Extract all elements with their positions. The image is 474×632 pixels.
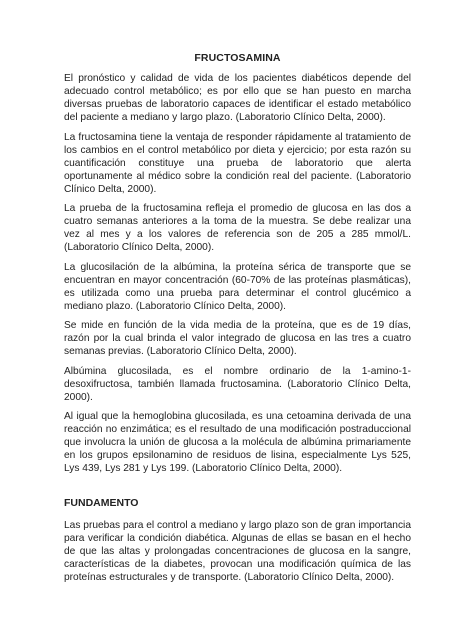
paragraph: La prueba de la fructosamina refleja el promedio de glucosa en las dos a cuatro semanas anteriores a la toma de la muestra. Se debe realizar una vez al mes y a los valores de referencia son de 205 a 285 mmol/L. (Laboratorio Clínico Delta, 2000). (64, 203, 411, 253)
section-heading: FUNDAMENTO (64, 496, 139, 509)
document-title: FRUCTOSAMINA (194, 52, 281, 64)
paragraph: La fructosamina tiene la ventaja de responder rápidamente al tratamiento de los cambios en el control metabólico por dieta y ejercicio; por esta razón su cuantificación constituye una prueba de laboratorio que alerta oportunamente al médico sobre la condición real del paciente. (Laboratorio Clínico Delta, 2000). (64, 131, 411, 195)
paragraph: Al igual que la hemoglobina glucosilada, es una cetoamina derivada de una reacción no enzimática; es el resultado de una modificación postraduccional que involucra la unión de glucosa a la molécula de albúmina primariamente en los grupos epsilonamino de residuos de lisina, especialmente Lys 525, Lys 439, Lys 281 y Lys 199. (Laboratorio Clínico Delta, 2000). (64, 411, 411, 474)
paragraph: Se mide en función de la vida media de la proteína, que es de 19 días, razón por la cual brinda el valor integrado de glucosa en las tres a cuatro semanas previas. (Laboratorio Clínico Delta, 2000). (64, 320, 411, 357)
paragraph: El pronóstico y calidad de vida de los pacientes diabéticos depende del adecuado control metabólico; es por ello que se han puesto en marcha diversas pruebas de laboratorio capaces de identificar el estado metabólico del paciente a mediano y largo plazo. (Laboratorio Clínico Delta, 2000). (64, 73, 411, 123)
paragraph: La glucosilación de la albúmina, la proteína sérica de transporte que se encuentran en mayor concentración (60-70% de las proteínas plasmáticas), es utilizada como una prueba para determinar el control glucémico a mediano plazo. (Laboratorio Clínico Delta, 2000). (64, 261, 411, 312)
paragraph: Las pruebas para el control a mediano y largo plazo son de gran importancia para verificar la condición diabética. Algunas de ellas se basan en el hecho de que las altas y prolongadas concentraciones de glucosa en la sangre, características de la diabetes, provocan una modificación química de las proteínas estructurales y de transporte. (Laboratorio Clínico Delta, 2000). (64, 519, 411, 583)
document-content (64, 52, 411, 590)
paragraph: Albúmina glucosilada, es el nombre ordinario de la 1-amino-1-desoxifructosa, también llamada fructosamina. (Laboratorio Clínico Delta, 2000). (64, 365, 411, 403)
section-spacer (64, 482, 411, 497)
